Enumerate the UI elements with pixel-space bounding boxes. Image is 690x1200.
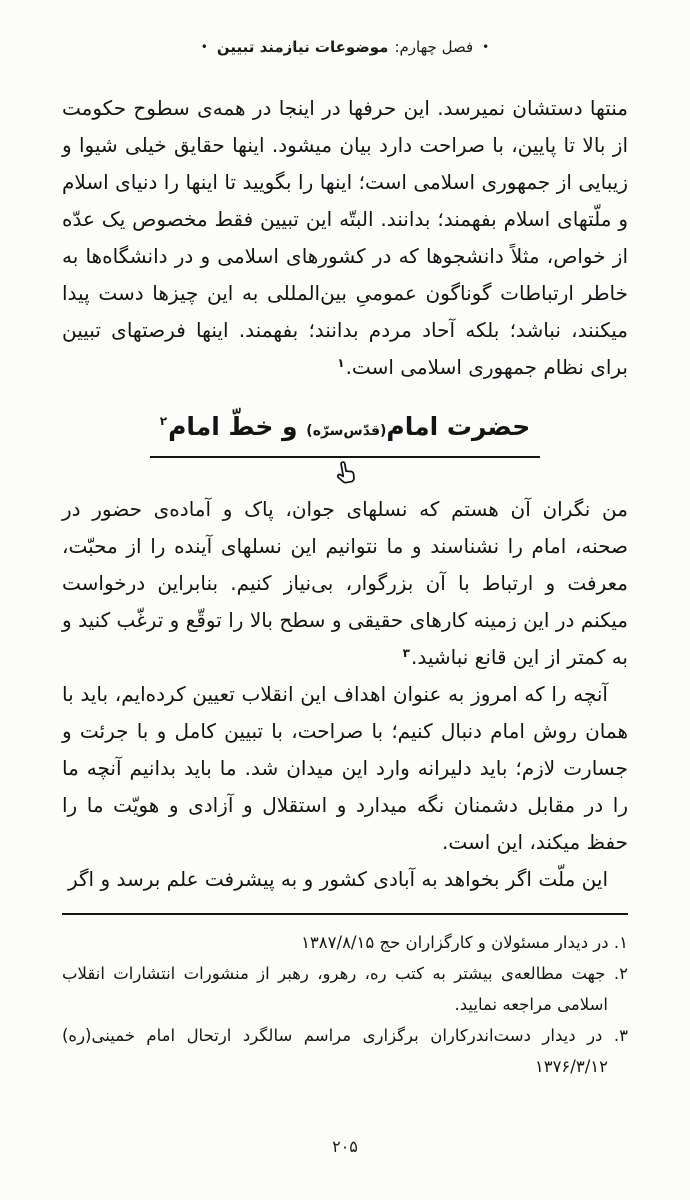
footnote-area bbox=[0, 913, 690, 1082]
header-bullet-left-icon: • bbox=[200, 40, 208, 54]
cursor-wrap bbox=[62, 461, 628, 491]
footnote-list bbox=[62, 927, 628, 1082]
paragraph-text: منتها دستشان نمیرسد. این حرفها در اینجا در همه‌ی سطوح حکومت از بالا تا پایین، با صراحت دارد بیان میشود. اینها حقایق خیلی شیوا و زیبایی از جمهوری اسلامی است؛ اینها را بگویید تا اینها را دنیای اسلام و ملّتهای اسلام بفهمند؛ بدانند. البتّه این تبیین فقط مخصوص یک عدّه از خواص، مثلاً دانشجوها که در کشورهای اسلامی و در دانشگاه‌ها به خاطر ارتباطات گوناگون عمومیِ بین‌المللی به این چیزها دست پیدا میکنند، نباشد؛ بلکه آحاد مردم بدانند؛ بفهمند. اینها فرصتهای تبیین برای نظام جمهوری اسلامی است. bbox=[62, 96, 628, 379]
chapter-label: فصل چهارم: bbox=[394, 38, 474, 56]
paragraph bbox=[62, 861, 628, 898]
paragraph bbox=[62, 676, 628, 861]
section-heading-rest: و خطّ امام bbox=[168, 412, 307, 441]
paragraph-text: آنچه را که امروز به عنوان اهداف این انقلاب تعیین کرده‌ایم، باید با همان روش امام دنبال کنیم؛ با صراحت، با تبیین کامل و با جرئت و جسارت لازم؛ باید دلیرانه وارد این میدان شد. ما باید بدانیم آنچه ما را در مقابل دشمنان نگه میدارد و استقلال و آزادی و هویّت ما را حفظ میکند، این است. bbox=[62, 682, 628, 854]
footnote-marker: ۱ bbox=[337, 356, 345, 370]
paragraph-text: این ملّت اگر بخواهد به آبادی کشور و به پیشرفت علم برسد و اگر bbox=[67, 867, 608, 891]
paragraph-text: من نگران آن هستم که نسلهای جوان، پاک و آماده‌ی حضور در صحنه، امام را نشناسند و ما نتوانیم این نسلهای آینده را از محبّت، معرفت و ارتباط با آن بزرگوار، بی‌نیاز کنیم. بنابراین درخواست میکنم در این زمینه کارهای حقیقی و سطح بالا را توقّع و ترغّب کنید و به کمتر از این قانع نباشید. bbox=[62, 497, 628, 669]
chapter-title: موضوعات نیازمند تبیین bbox=[216, 38, 389, 56]
footnote-marker: ۳ bbox=[402, 646, 410, 660]
section-heading bbox=[150, 412, 540, 458]
hand-pointer-cursor-icon bbox=[330, 459, 360, 491]
footnote-item: ۱. در دیدار مسئولان و کارگزاران حج ۱۳۸۷/۸/۱۵ bbox=[301, 933, 628, 952]
footnote-item: ۲. جهت مطالعه‌ی بیشتر به کتب ره، رهرو، رهبر از منشورات انتشارات انقلاب اسلامی مراجعه نمایید. bbox=[62, 964, 628, 1014]
paragraph bbox=[62, 491, 628, 676]
footnote-divider bbox=[62, 913, 628, 915]
footnote-marker: ۲ bbox=[159, 414, 168, 428]
paragraph bbox=[62, 90, 628, 386]
page-number: ۲۰۵ bbox=[332, 1137, 358, 1156]
footnote-item: ۳. در دیدار دست‌اندرکاران برگزاری مراسم سالگرد ارتحال امام خمینی(ره) ۱۳۷۶/۳/۱۲ bbox=[62, 1026, 628, 1076]
text-column bbox=[0, 56, 690, 898]
section-heading-honorific: (قدّس‌سرّه) bbox=[306, 423, 387, 439]
header-bullet-right-icon: • bbox=[482, 40, 490, 54]
running-header bbox=[0, 38, 690, 56]
section-heading-wrap bbox=[62, 410, 628, 458]
section-heading-main: حضرت امام bbox=[386, 412, 531, 441]
